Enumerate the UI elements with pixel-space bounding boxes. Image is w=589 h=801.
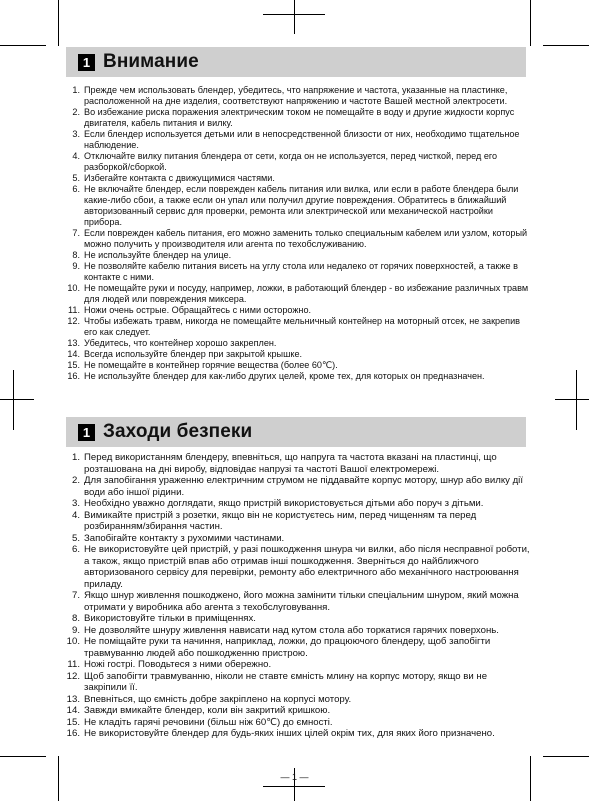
list-item — [62, 107, 532, 129]
item-text: Избегайте контакта с движущимися частями. — [84, 173, 275, 183]
item-number: 8. — [72, 250, 80, 260]
crop-mark — [13, 370, 14, 430]
item-text: Отключайте вилку питания блендера от сети, когда он не используется, перед чисткой, перед его разборкой/сборкой. — [84, 151, 498, 172]
crop-mark — [543, 45, 589, 46]
item-number: 9. — [71, 624, 80, 636]
list-item — [62, 360, 532, 371]
item-text: Використовуйте тільки в приміщеннях. — [84, 613, 256, 624]
item-number: 15. — [66, 716, 80, 728]
item-text: Не позволяйте кабелю питания висеть на углу стола или недалеко от горячих поверхностей, а также в контакте с ними. — [84, 261, 518, 282]
crop-mark — [530, 0, 531, 46]
list-item — [62, 636, 532, 659]
item-text: Необхідно уважно доглядати, якщо пристрій використовується дітьми або поруч з дітьми. — [84, 498, 484, 509]
item-text: Не поміщайте руки та начиння, наприклад, ложки, до працюючого блендеру, щоб запобігти травмуванню людей або пошкодженню пристрою. — [84, 636, 491, 659]
item-number: 6. — [72, 184, 80, 194]
item-text: Не використовуйте блендер для будь-яких інших цілей окрім тих, для яких його призначено. — [84, 728, 495, 739]
safety-list-ua — [62, 452, 532, 740]
safety-list-ru — [62, 85, 532, 382]
item-number: 14. — [66, 705, 80, 716]
item-text: Не кладіть гарячі речовини (більш ніж 60℃) до ємності. — [84, 716, 333, 728]
item-number: 3. — [71, 498, 80, 509]
list-item — [62, 129, 532, 151]
item-text: Ножі гострі. Поводьтеся з ними обережно. — [84, 659, 272, 670]
item-number: 4. — [72, 151, 80, 161]
crop-mark — [0, 756, 46, 757]
list-item — [62, 283, 532, 305]
list-item — [62, 250, 532, 261]
crop-mark — [0, 399, 34, 400]
section-header-warning — [66, 47, 526, 77]
item-number: 1. — [72, 85, 80, 95]
list-item — [62, 728, 532, 740]
crop-mark — [263, 786, 325, 787]
list-item — [62, 371, 532, 382]
item-number: 16. — [66, 728, 80, 739]
list-item — [62, 85, 532, 107]
item-text: Если блендер используется детьми или в непосредственной близости от них, необходимо тщательное наблюдение. — [84, 129, 520, 150]
item-text: Впевніться, що ємність добре закріплено на корпусі мотору. — [84, 693, 352, 705]
list-item — [62, 533, 532, 545]
item-number: 12. — [66, 670, 80, 682]
item-text: Завжди вмикайте блендер, коли він закритий кришкою. — [84, 705, 331, 716]
item-number: 10. — [66, 636, 80, 647]
list-item — [62, 475, 532, 498]
crop-mark — [576, 370, 577, 430]
item-text: Не помещайте в контейнер горячие вещества (более 60℃). — [84, 360, 338, 370]
item-number: 8. — [71, 613, 80, 624]
item-text: Не используйте блендер для как-либо других целей, кроме тех, для которых он предназначен. — [84, 371, 485, 381]
item-number: 1. — [71, 452, 80, 463]
item-number: 5. — [71, 532, 80, 544]
item-text: Во избежание риска поражения электрическим током не помещайте в воду и другие жидкости корпус двигателя, кабель питания и вилку. — [84, 107, 515, 128]
list-item — [62, 613, 532, 625]
section-header-safety — [66, 417, 526, 447]
item-text: Для запобігання ураженню електричним струмом не піддавайте корпус мотору, шнур або вилку дії води або іншої рідини. — [84, 475, 523, 498]
item-text: Убедитесь, что контейнер хорошо закреплен. — [84, 338, 277, 348]
crop-mark — [543, 756, 589, 757]
item-number: 12. — [67, 316, 80, 326]
list-item — [62, 659, 532, 671]
list-item — [62, 694, 532, 706]
crop-mark — [294, 0, 295, 34]
item-number: 4. — [71, 509, 80, 521]
list-item — [62, 498, 532, 510]
item-text: Чтобы избежать травм, никогда не помещайте мельничный контейнер на моторный отсек, не закрепив его как следует. — [84, 316, 521, 337]
list-item — [62, 228, 532, 250]
item-number: 7. — [71, 590, 80, 601]
item-text: Не включайте блендер, если поврежден кабель питания или вилка, или если в работе блендера были какие-либо сбои, а также если он упал или получил другие повреждения. Обратитесь в ближайший авторизованный сервис для проверки, ремонта или электрической или механической настройки прибора. — [84, 184, 519, 227]
list-item — [62, 316, 532, 338]
item-text: Всегда используйте блендер при закрытой крышке. — [84, 349, 303, 359]
item-text: Не використовуйте цей пристрій, у разі пошкодження шнура чи вилки, або після несправної роботи, а також, якщо пристрій впав або отримав інші пошкодження. Зверніться до найближчого авторизованого сервісу для перевірки, ремонту або електричного або механічного настроювання приладу. — [84, 544, 530, 590]
item-number: 2. — [72, 107, 80, 117]
page-number: — 1 — — [280, 772, 309, 782]
section-number-badge: 1 — [78, 54, 95, 71]
item-text: Прежде чем использовать блендер, убедитесь, что напряжение и частота, указанные на пластинке, расположенной на дне изделия, соответствуют напряжению и частоте Вашей местной электросети. — [84, 85, 508, 106]
item-text: Щоб запобігти травмуванню, ніколи не ставте ємність млину на корпус мотору, якщо ви не закріпили її. — [84, 670, 488, 693]
item-text: Не дозволяйте шнуру живлення нависати над кутом стола або торкатися гарячих поверхонь. — [84, 624, 499, 636]
item-text: Запобігайте контакту з рухомими частинами. — [84, 532, 285, 544]
item-number: 7. — [72, 228, 80, 238]
list-item — [62, 452, 532, 475]
item-text: Ножи очень острые. Обращайтесь с ними осторожно. — [84, 305, 312, 315]
crop-mark — [0, 45, 46, 46]
item-number: 13. — [67, 338, 80, 348]
item-number: 6. — [71, 544, 80, 555]
item-text: Если поврежден кабель питания, его можно заменить только специальным кабелем или узлом, который можно получить у производителя или агента по техобслуживанию. — [84, 228, 528, 249]
section-title: Заходи безпеки — [103, 421, 253, 442]
crop-mark — [58, 0, 59, 46]
crop-mark — [263, 14, 325, 15]
list-item — [62, 305, 532, 316]
list-item — [62, 717, 532, 729]
item-number: 9. — [72, 261, 80, 271]
item-number: 15. — [67, 360, 80, 370]
item-number: 5. — [72, 173, 80, 183]
section-number-badge: 1 — [78, 424, 95, 441]
list-item — [62, 261, 532, 283]
item-number: 3. — [72, 129, 80, 139]
section-title: Внимание — [103, 51, 199, 72]
item-number: 11. — [67, 659, 80, 670]
list-item — [62, 590, 532, 613]
list-item — [62, 151, 532, 173]
list-item — [62, 349, 532, 360]
list-item — [62, 671, 532, 694]
list-item — [62, 510, 532, 533]
item-number: 13. — [66, 693, 80, 705]
list-item — [62, 705, 532, 717]
item-number: 11. — [68, 305, 80, 315]
item-text: Перед використанням блендеру, впевніться, що напруга та частота вказані на пластинці, що розташована на дні виробу, відповідає напрузі та частоті Вашої електромережі. — [84, 452, 497, 475]
item-text: Не используйте блендер на улице. — [84, 250, 232, 260]
list-item — [62, 338, 532, 349]
list-item — [62, 625, 532, 637]
item-number: 16. — [67, 371, 80, 381]
list-item — [62, 184, 532, 228]
item-number: 14. — [67, 349, 80, 359]
list-item — [62, 173, 532, 184]
item-number: 2. — [71, 475, 80, 486]
item-number: 10. — [67, 283, 80, 293]
crop-mark — [555, 399, 589, 400]
list-item — [62, 544, 532, 590]
item-text: Не помещайте руки и посуду, например, ложки, в работающий блендер - во избежание различных травм для людей или повреждения миксера. — [84, 283, 529, 304]
item-text: Якщо шнур живлення пошкоджено, його можна замінити тільки спеціальним шнуром, який можна отримати у виробника або агента з техобслуговування. — [84, 590, 519, 613]
item-text: Вимикайте пристрій з розетки, якщо він не користуєтесь ним, перед чищенням та перед розбиранням/збирання частин. — [84, 509, 477, 532]
